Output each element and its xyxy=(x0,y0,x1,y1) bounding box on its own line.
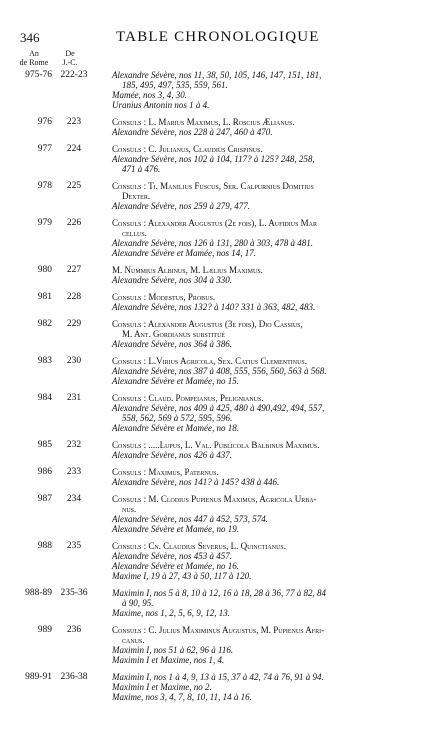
entry-line: cellus. xyxy=(122,228,147,238)
entry-text xyxy=(112,393,438,433)
entry-line: Alexandre Sévère, nos 126 à 131, 280 à 303, 478 à 481. xyxy=(112,238,314,248)
column-header-year-jc: De J.-C. xyxy=(62,49,78,67)
entry-line: Maximin I, nos 51 à 62, 96 à 116. xyxy=(112,645,234,655)
year-jc: 223 xyxy=(66,117,82,127)
entry-line: à 90, 95. xyxy=(122,598,154,608)
entry-text xyxy=(112,440,438,460)
entry-line: Mamée, nos 3, 4, 30. xyxy=(112,90,187,100)
page-number: 346 xyxy=(20,30,40,45)
chronology-entry xyxy=(0,319,446,349)
entry-text xyxy=(112,625,438,665)
entry-line: Dexter. xyxy=(122,191,151,201)
chronology-entry xyxy=(0,70,446,110)
chronology-entry xyxy=(0,467,446,487)
entry-line: Alexandre Sévère et Mamée, no 16. xyxy=(112,561,240,571)
entry-line: Consuls : Alexander Augustus (3e fois), Dio Cassius, xyxy=(112,319,303,329)
entry-text xyxy=(112,218,438,258)
entry-line: Alexandre Sévère, nos 387 à 408, 555, 556, 560, 563 à 568. xyxy=(112,366,327,376)
year-rome: 978 xyxy=(37,181,52,191)
chronology-entry xyxy=(0,541,446,581)
entry-line: Alexandre Sévère et Mamée, nos 14, 17. xyxy=(112,248,257,258)
year-jc: 235 xyxy=(66,541,82,551)
entry-line: nus. xyxy=(122,504,137,514)
entry-text xyxy=(112,265,438,285)
entry-line: Alexandre Sévère, nos 141? à 145? 438 à 446. xyxy=(112,477,280,487)
year-jc: 228 xyxy=(66,292,82,302)
entry-line: Consuls : C. Julianus, Claudius Crispinus. xyxy=(112,144,263,154)
chronology-entry xyxy=(0,181,446,211)
year-jc: 235-36 xyxy=(60,588,88,598)
entry-text xyxy=(112,117,438,137)
year-rome: 984 xyxy=(37,393,52,403)
entry-line: Alexandre Sévère, nos 228 à 247, 460 à 470. xyxy=(112,127,273,137)
entry-line: Alexandre Sévère, nos 426 à 437. xyxy=(112,450,233,460)
year-jc: 232 xyxy=(66,440,82,450)
year-rome: 975-76 xyxy=(25,70,52,80)
entry-line: Uranius Antonin nos 1 à 4. xyxy=(112,100,210,110)
entry-text xyxy=(112,588,438,618)
chronology-table xyxy=(0,70,446,709)
year-jc: 231 xyxy=(66,393,82,403)
chronology-entry xyxy=(0,144,446,174)
year-rome: 987 xyxy=(37,494,52,504)
entry-line: Maximin I et Maxime, no 2. xyxy=(112,682,212,692)
year-rome: 980 xyxy=(37,265,52,275)
year-rome: 983 xyxy=(37,356,52,366)
entry-line: Alexandre Sévère, nos 447 à 452, 573, 574. xyxy=(112,514,269,524)
entry-text xyxy=(112,356,438,386)
chronology-entry xyxy=(0,393,446,433)
chronology-entry xyxy=(0,440,446,460)
chronology-entry xyxy=(0,494,446,534)
year-jc: 234 xyxy=(66,494,82,504)
entry-line: Consuls : C. Julius Maximinus Augustus, M. Pupienus Afri- xyxy=(112,625,325,635)
entry-line: 185, 495, 497, 535, 559, 561. xyxy=(122,80,228,90)
year-rome: 986 xyxy=(37,467,52,477)
entry-text xyxy=(112,541,438,581)
chronology-entry xyxy=(0,292,446,312)
entry-line: Maximin I, nos 1 à 4, 9, 13 à 15, 37 à 42, 74 à 76, 91 à 94. xyxy=(112,672,324,682)
entry-line: Consuls : Modestus, Probus. xyxy=(112,292,216,302)
entry-line: Consuls : Ti. Manilius Fuscus, Ser. Calpurnius Domitius xyxy=(112,181,314,191)
entry-line: Alexandre Sévère et Mamée, no 19. xyxy=(112,524,240,534)
entry-line: Consuls : Claud. Pompeianus, Pelignianus. xyxy=(112,393,264,403)
entry-line: canus. xyxy=(122,635,145,645)
entry-text xyxy=(112,292,438,312)
entry-line: 558, 562, 569 à 572, 595, 596. xyxy=(122,413,233,423)
entry-line: M. Ant. Gordianus substitué xyxy=(122,329,226,339)
page-title: TABLE CHRONOLOGIQUE xyxy=(116,29,320,45)
year-jc: 225 xyxy=(66,181,82,191)
year-jc: 230 xyxy=(66,356,82,366)
entry-line: Alexandre Sévère et Mamée, no 18. xyxy=(112,423,240,433)
chronology-entry xyxy=(0,588,446,618)
entry-line: Consuls : .....Lupus, L. Val. Publicola Balbinus Maximus. xyxy=(112,440,320,450)
entry-line: Consuls : L.Virius Agricola, Sex. Catius Clementinus. xyxy=(112,356,308,366)
chronology-entry xyxy=(0,117,446,137)
entry-text xyxy=(112,319,438,349)
entry-line: Maxime I, 19 à 27, 43 à 50, 117 à 120. xyxy=(112,571,252,581)
entry-text xyxy=(112,494,438,534)
entry-line: Consuls : Maximus, Paternus. xyxy=(112,467,219,477)
year-jc: 224 xyxy=(66,144,82,154)
year-rome: 982 xyxy=(37,319,52,329)
entry-line: Maximin I, nos 5 à 8, 10 à 12, 16 à 18, 28 à 36, 77 à 82, 84 xyxy=(112,588,326,598)
year-rome: 988 xyxy=(37,541,52,551)
entry-line: Alexandre Sévère, nos 409 à 425, 480 à 490,492, 494, 557, xyxy=(112,403,325,413)
entry-text xyxy=(112,144,438,174)
entry-line: Alexandre Sévère, nos 102 à 104, 117? à 125? 248, 258, xyxy=(112,154,315,164)
year-rome: 981 xyxy=(37,292,52,302)
year-rome: 989 xyxy=(37,625,52,635)
entry-line: Maxime, nos 3, 4, 7, 8, 10, 11, 14 à 16. xyxy=(112,692,252,702)
entry-line: Alexandre Sévère, nos 132? à 140? 331 à 363, 482, 483. xyxy=(112,302,316,312)
entry-line: Consuls : Alexander Augustus (2e fois), L. Aufidius Mar xyxy=(112,218,318,228)
year-rome: 976 xyxy=(37,117,52,127)
entry-line: Maximin I et Maxime, nos 1, 4. xyxy=(112,655,225,665)
year-jc: 236 xyxy=(66,625,82,635)
year-jc: 233 xyxy=(66,467,82,477)
entry-line: 471 à 476. xyxy=(122,164,161,174)
entry-text xyxy=(112,672,438,702)
entry-line: Consuls : Cn. Claudius Severus, L. Quinctianus. xyxy=(112,541,287,551)
entry-line: M. Nummius Albinus, M. Lælius Maximus. xyxy=(112,265,263,275)
year-jc: 227 xyxy=(66,265,82,275)
year-jc: 236-38 xyxy=(60,672,88,682)
chronology-entry xyxy=(0,265,446,285)
year-rome: 979 xyxy=(37,218,52,228)
column-header-year-rome: An de Rome xyxy=(19,49,49,67)
entry-text xyxy=(112,70,438,110)
chronology-entry xyxy=(0,625,446,665)
year-rome: 977 xyxy=(37,144,52,154)
year-rome: 989-91 xyxy=(25,672,52,682)
entry-line: Alexandre Sévère, nos 11, 38, 50, 105, 146, 147, 151, 181, xyxy=(112,70,322,80)
entry-line: Alexandre Sévère, nos 304 à 330. xyxy=(112,275,233,285)
entry-line: Alexandre Sévère, nos 453 à 457. xyxy=(112,551,233,561)
chronology-entry xyxy=(0,356,446,386)
entry-line: Consuls : M. Clodius Pupienus Maximus, Agricola Urba- xyxy=(112,494,317,504)
year-jc: 226 xyxy=(66,218,82,228)
entry-line: Alexandre Sévère, nos 364 à 386. xyxy=(112,339,233,349)
year-jc: 229 xyxy=(66,319,82,329)
entry-line: Maxime, nos 1, 2, 5, 6, 9, 12, 13. xyxy=(112,608,230,618)
year-jc: 222-23 xyxy=(60,70,88,80)
entry-text xyxy=(112,181,438,211)
entry-text xyxy=(112,467,438,487)
entry-line: Alexandre Sévère, nos 259 à 279, 477. xyxy=(112,201,251,211)
year-rome: 985 xyxy=(37,440,52,450)
entry-line: Alexandre Sévère et Mamée, no 15. xyxy=(112,376,240,386)
chronology-entry xyxy=(0,672,446,702)
entry-line: Consuls : L. Marius Maximus, L. Roscius Ælianus. xyxy=(112,117,295,127)
year-rome: 988-89 xyxy=(25,588,52,598)
chronology-entry xyxy=(0,218,446,258)
